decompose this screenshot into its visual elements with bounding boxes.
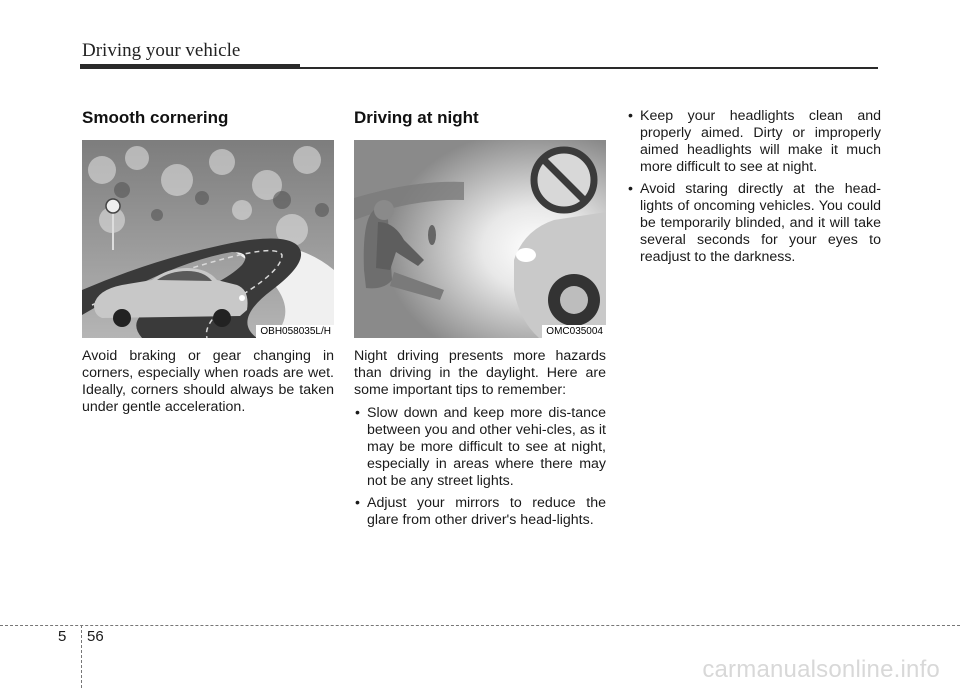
section-heading: Driving at night bbox=[354, 108, 479, 127]
bullet-icon: • bbox=[355, 495, 360, 511]
night-tips-list-continued bbox=[627, 108, 881, 266]
winding-road-image bbox=[82, 140, 334, 338]
footer-divider bbox=[0, 625, 960, 626]
figure-code: OMC035004 bbox=[542, 325, 606, 338]
page-header-title: Driving your vehicle bbox=[82, 40, 241, 61]
cornering-illustration bbox=[82, 140, 334, 338]
footer-divider-vertical bbox=[81, 625, 82, 688]
night-tips-list bbox=[354, 405, 606, 529]
list-item: • Slow down and keep more dis-tance between you and other vehi-cles, as it may be more difficult to see at night, especially in areas where there may not be any street lights. bbox=[355, 405, 606, 489]
night-intro-text: Night driving presents more hazards than driving in the daylight. Here are some important tips to remember: bbox=[354, 348, 606, 398]
list-item: • Avoid staring directly at the head-lights of oncoming vehicles. You could be temporarily blinded, and it will take several seconds for your eyes to readjust to the darkness. bbox=[628, 181, 881, 265]
headlight-glare-image bbox=[354, 140, 606, 338]
section-heading: Smooth cornering bbox=[82, 108, 229, 127]
section-driving-at-night bbox=[354, 108, 606, 534]
list-item: • Keep your headlights clean and properly aimed. Dirty or improperly aimed headlights will make it much more difficult to see at night. bbox=[628, 108, 881, 175]
section-smooth-cornering bbox=[82, 108, 334, 416]
header-rule-thick bbox=[80, 64, 300, 69]
header-rule-thin bbox=[300, 67, 878, 69]
section-driving-at-night-continued bbox=[627, 108, 881, 271]
page-number: 56 bbox=[87, 628, 104, 645]
bullet-icon: • bbox=[628, 181, 633, 197]
watermark: carmanualsonline.info bbox=[702, 656, 940, 683]
bullet-icon: • bbox=[355, 405, 360, 421]
chapter-number: 5 bbox=[58, 628, 67, 645]
list-item: • Adjust your mirrors to reduce the glare from other driver's head-lights. bbox=[355, 495, 606, 528]
bullet-icon: • bbox=[628, 108, 633, 124]
figure-code: OBH058035L/H bbox=[256, 325, 334, 338]
cornering-body-text: Avoid braking or gear changing in corners, especially when roads are wet. Ideally, corners should always be taken under gentle acceleration. bbox=[82, 348, 334, 415]
night-driving-illustration bbox=[354, 140, 606, 338]
